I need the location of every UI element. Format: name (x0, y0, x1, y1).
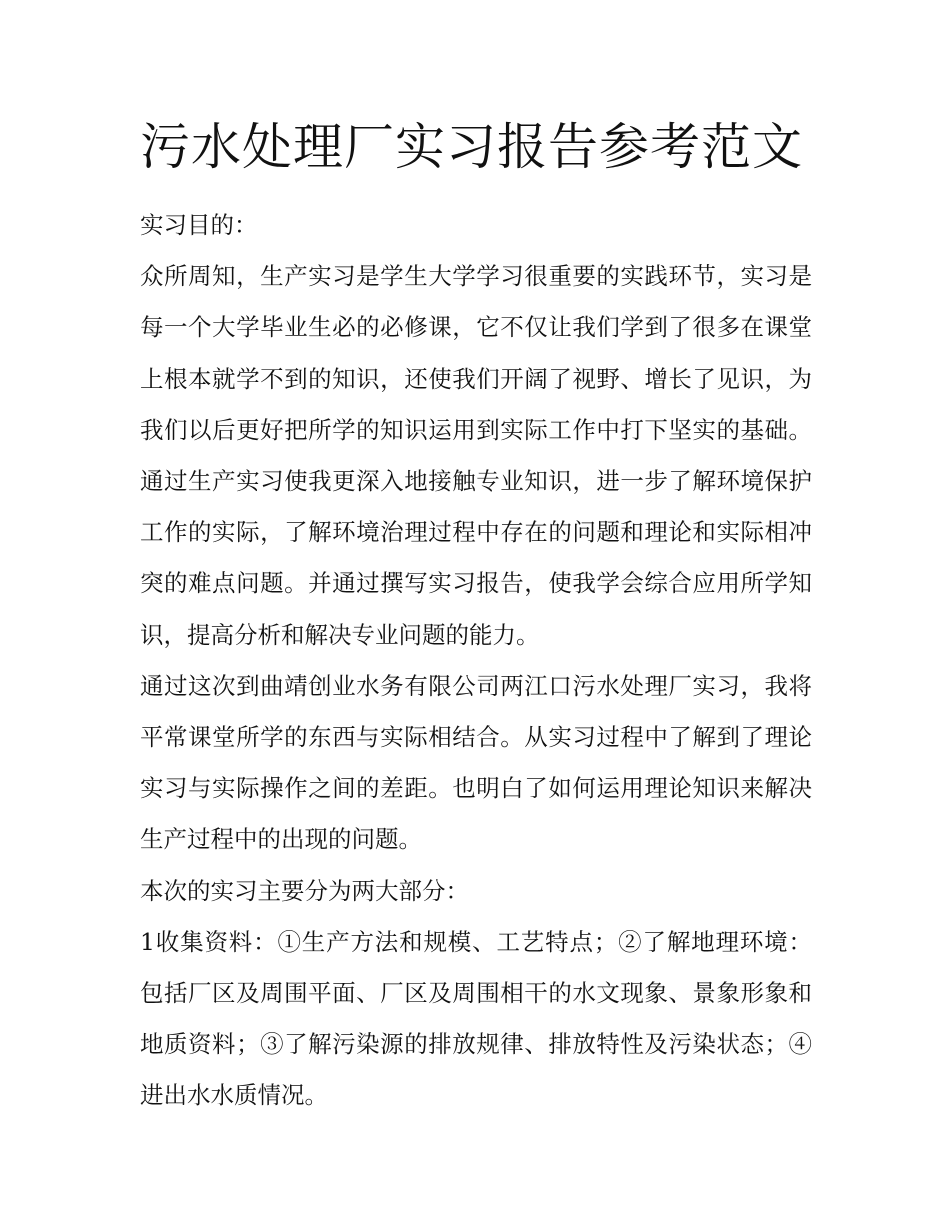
document-title: 污水处理厂实习报告参考范文 (140, 118, 803, 176)
document-body (140, 200, 812, 1122)
paragraph-internship-site: 通过这次到曲靖创业水务有限公司两江口污水处理厂实习，我将平常课堂所学的东西与实际相结合。从实习过程中了解到了理论实习与实际操作之间的差距。也明白了如何运用理论知识来解决生产过程中的出现的问题。 (140, 671, 812, 854)
paragraph-collect-data: 1收集资料：①生产方法和规模、工艺特点；②了解地理环境：包括厂区及周围平面、厂区及周围相干的水文现象、景象形象和地质资料；③了解污染源的排放规律、排放特性及污染状态；④进出水水质情况。 (140, 927, 812, 1110)
paragraph-heading-purpose: 实习目的： (140, 211, 258, 239)
paragraph-parts-intro: 本次的实习主要分为两大部分： (140, 876, 469, 905)
document-content (140, 112, 812, 1122)
paragraph-purpose: 众所周知，生产实习是学生大学学习很重要的实践环节，实习是每一个大学毕业生必的必修课，它不仅让我们学到了很多在课堂上根本就学不到的知识，还使我们开阔了视野、增长了见识，为我们以后更好把所学的知识运用到实际工作中打下坚实的基础。通过生产实习使我更深入地接触专业知识，进一步了解环境保护工作的实际，了解环境治理过程中存在的问题和理论和实际相冲突的难点问题。并通过撰写实习报告，使我学会综合应用所学知识，提高分析和解决专业问题的能力。 (140, 262, 812, 649)
